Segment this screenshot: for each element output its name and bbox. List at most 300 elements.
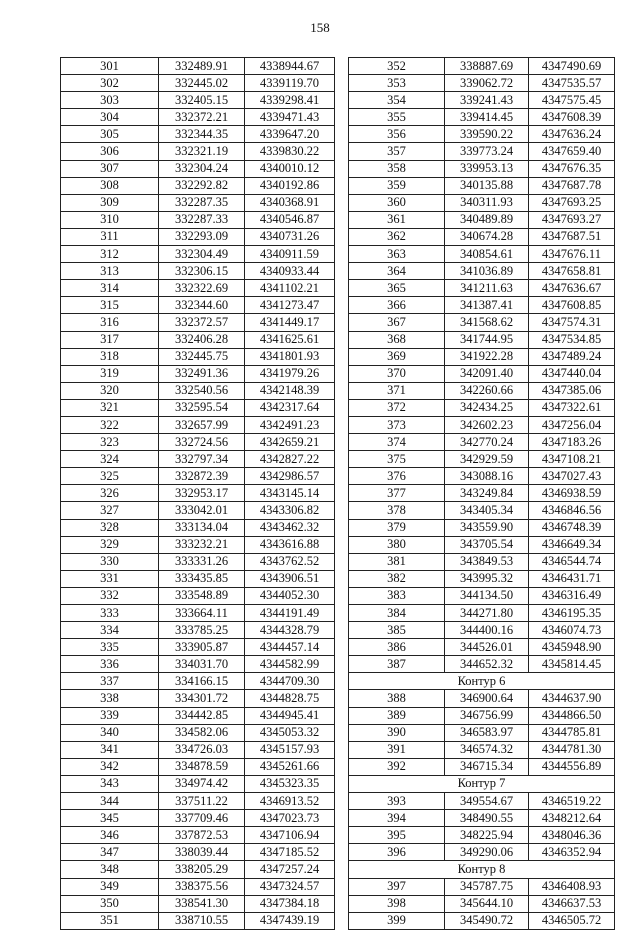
y-coordinate-cell: 4340911.59 (245, 246, 335, 263)
table-row (61, 228, 335, 245)
y-coordinate-cell: 4344328.79 (245, 622, 335, 639)
point-number-cell: 323 (61, 434, 159, 451)
table-row (61, 143, 335, 160)
y-coordinate-cell: 4341449.17 (245, 314, 335, 331)
y-coordinate-cell: 4345814.45 (529, 656, 615, 673)
point-number-cell: 327 (61, 502, 159, 519)
table-row (61, 895, 335, 912)
point-number-cell: 308 (61, 177, 159, 194)
x-coordinate-cell: 345787.75 (445, 878, 529, 895)
point-number-cell: 342 (61, 758, 159, 775)
point-number-cell: 397 (349, 878, 445, 895)
y-coordinate-cell: 4343762.52 (245, 553, 335, 570)
point-number-cell: 382 (349, 570, 445, 587)
point-number-cell: 303 (61, 92, 159, 109)
x-coordinate-cell: 332872.39 (159, 468, 245, 485)
x-coordinate-cell: 332287.35 (159, 194, 245, 211)
point-number-cell: 396 (349, 844, 445, 861)
y-coordinate-cell: 4342148.39 (245, 382, 335, 399)
table-row (61, 75, 335, 92)
x-coordinate-cell: 343559.90 (445, 519, 529, 536)
table-row (349, 211, 615, 228)
y-coordinate-cell: 4346748.39 (529, 519, 615, 536)
point-number-cell: 387 (349, 656, 445, 673)
table-row (349, 878, 615, 895)
x-coordinate-cell: 332292.82 (159, 177, 245, 194)
table-row (349, 827, 615, 844)
point-number-cell: 324 (61, 451, 159, 468)
contour-header-row (349, 775, 615, 792)
point-number-cell: 384 (349, 605, 445, 622)
table-row (349, 280, 615, 297)
point-number-cell: 377 (349, 485, 445, 502)
point-number-cell: 310 (61, 211, 159, 228)
y-coordinate-cell: 4347256.04 (529, 416, 615, 433)
table-row (349, 263, 615, 280)
y-coordinate-cell: 4341102.21 (245, 280, 335, 297)
x-coordinate-cell: 344652.32 (445, 656, 529, 673)
point-number-cell: 306 (61, 143, 159, 160)
y-coordinate-cell: 4347693.27 (529, 211, 615, 228)
point-number-cell: 376 (349, 468, 445, 485)
table-row (61, 605, 335, 622)
table-row (349, 160, 615, 177)
x-coordinate-cell: 332293.09 (159, 228, 245, 245)
x-coordinate-cell: 334974.42 (159, 775, 245, 792)
x-coordinate-cell: 332304.24 (159, 160, 245, 177)
x-coordinate-cell: 332724.56 (159, 434, 245, 451)
point-number-cell: 304 (61, 109, 159, 126)
table-row (61, 434, 335, 451)
table-row (349, 126, 615, 143)
x-coordinate-cell: 342602.23 (445, 416, 529, 433)
table-row (61, 861, 335, 878)
point-number-cell: 374 (349, 434, 445, 451)
y-coordinate-cell: 4347575.45 (529, 92, 615, 109)
x-coordinate-cell: 332344.35 (159, 126, 245, 143)
point-number-cell: 333 (61, 605, 159, 622)
contour-label: Контур 8 (349, 861, 615, 878)
point-number-cell: 344 (61, 793, 159, 810)
y-coordinate-cell: 4347439.19 (245, 912, 335, 929)
y-coordinate-cell: 4347322.61 (529, 399, 615, 416)
x-coordinate-cell: 332445.75 (159, 348, 245, 365)
x-coordinate-cell: 349554.67 (445, 793, 529, 810)
y-coordinate-cell: 4346352.94 (529, 844, 615, 861)
table-row (349, 895, 615, 912)
y-coordinate-cell: 4347687.51 (529, 228, 615, 245)
y-coordinate-cell: 4346846.56 (529, 502, 615, 519)
x-coordinate-cell: 332372.21 (159, 109, 245, 126)
y-coordinate-cell: 4347185.52 (245, 844, 335, 861)
point-number-cell: 340 (61, 724, 159, 741)
x-coordinate-cell: 332489.91 (159, 58, 245, 75)
table-row (61, 399, 335, 416)
y-coordinate-cell: 4344637.90 (529, 690, 615, 707)
y-coordinate-cell: 4344709.30 (245, 673, 335, 690)
y-coordinate-cell: 4346637.53 (529, 895, 615, 912)
point-number-cell: 325 (61, 468, 159, 485)
x-coordinate-cell: 346756.99 (445, 707, 529, 724)
x-coordinate-cell: 332372.57 (159, 314, 245, 331)
y-coordinate-cell: 4347385.06 (529, 382, 615, 399)
x-coordinate-cell: 332595.54 (159, 399, 245, 416)
x-coordinate-cell: 343405.34 (445, 502, 529, 519)
y-coordinate-cell: 4341273.47 (245, 297, 335, 314)
table-row (61, 92, 335, 109)
point-number-cell: 319 (61, 365, 159, 382)
table-row (61, 622, 335, 639)
table-row (61, 553, 335, 570)
x-coordinate-cell: 340135.88 (445, 177, 529, 194)
y-coordinate-cell: 4347257.24 (245, 861, 335, 878)
table-row (61, 109, 335, 126)
point-number-cell: 349 (61, 878, 159, 895)
y-coordinate-cell: 4347108.21 (529, 451, 615, 468)
contour-label: Контур 6 (349, 673, 615, 690)
point-number-cell: 355 (349, 109, 445, 126)
x-coordinate-cell: 344400.16 (445, 622, 529, 639)
point-number-cell: 361 (349, 211, 445, 228)
table-row (61, 263, 335, 280)
x-coordinate-cell: 343705.54 (445, 536, 529, 553)
point-number-cell: 314 (61, 280, 159, 297)
point-number-cell: 334 (61, 622, 159, 639)
y-coordinate-cell: 4345157.93 (245, 741, 335, 758)
x-coordinate-cell: 334301.72 (159, 690, 245, 707)
x-coordinate-cell: 346583.97 (445, 724, 529, 741)
x-coordinate-cell: 337511.22 (159, 793, 245, 810)
x-coordinate-cell: 345490.72 (445, 912, 529, 929)
table-row (61, 639, 335, 656)
x-coordinate-cell: 342260.66 (445, 382, 529, 399)
y-coordinate-cell: 4340010.12 (245, 160, 335, 177)
point-number-cell: 368 (349, 331, 445, 348)
x-coordinate-cell: 346900.64 (445, 690, 529, 707)
table-row (349, 570, 615, 587)
y-coordinate-cell: 4344582.99 (245, 656, 335, 673)
y-coordinate-cell: 4347440.04 (529, 365, 615, 382)
table-row (61, 468, 335, 485)
x-coordinate-cell: 339590.22 (445, 126, 529, 143)
table-row (61, 775, 335, 792)
point-number-cell: 381 (349, 553, 445, 570)
x-coordinate-cell: 334726.03 (159, 741, 245, 758)
table-row (349, 399, 615, 416)
y-coordinate-cell: 4347027.43 (529, 468, 615, 485)
table-row (349, 587, 615, 604)
table-row (61, 758, 335, 775)
table-row (61, 656, 335, 673)
y-coordinate-cell: 4347384.18 (245, 895, 335, 912)
table-row (349, 246, 615, 263)
y-coordinate-cell: 4344191.49 (245, 605, 335, 622)
point-number-cell: 326 (61, 485, 159, 502)
table-row (349, 228, 615, 245)
y-coordinate-cell: 4344945.41 (245, 707, 335, 724)
y-coordinate-cell: 4347574.31 (529, 314, 615, 331)
x-coordinate-cell: 341387.41 (445, 297, 529, 314)
point-number-cell: 301 (61, 58, 159, 75)
point-number-cell: 320 (61, 382, 159, 399)
point-number-cell: 386 (349, 639, 445, 656)
x-coordinate-cell: 334442.85 (159, 707, 245, 724)
y-coordinate-cell: 4341979.26 (245, 365, 335, 382)
table-row (61, 741, 335, 758)
x-coordinate-cell: 349290.06 (445, 844, 529, 861)
point-number-cell: 358 (349, 160, 445, 177)
point-number-cell: 390 (349, 724, 445, 741)
y-coordinate-cell: 4347636.67 (529, 280, 615, 297)
x-coordinate-cell: 339773.24 (445, 143, 529, 160)
point-number-cell: 372 (349, 399, 445, 416)
table-row (349, 844, 615, 861)
table-row (349, 75, 615, 92)
point-number-cell: 385 (349, 622, 445, 639)
y-coordinate-cell: 4347324.57 (245, 878, 335, 895)
y-coordinate-cell: 4339647.20 (245, 126, 335, 143)
table-row (61, 280, 335, 297)
table-row (349, 143, 615, 160)
y-coordinate-cell: 4344457.14 (245, 639, 335, 656)
y-coordinate-cell: 4343616.88 (245, 536, 335, 553)
x-coordinate-cell: 348225.94 (445, 827, 529, 844)
x-coordinate-cell: 332953.17 (159, 485, 245, 502)
point-number-cell: 315 (61, 297, 159, 314)
x-coordinate-cell: 333042.01 (159, 502, 245, 519)
point-number-cell: 318 (61, 348, 159, 365)
table-row (349, 365, 615, 382)
table-row (349, 416, 615, 433)
table-row (349, 502, 615, 519)
x-coordinate-cell: 344271.80 (445, 605, 529, 622)
y-coordinate-cell: 4345053.32 (245, 724, 335, 741)
x-coordinate-cell: 333905.87 (159, 639, 245, 656)
x-coordinate-cell: 346574.32 (445, 741, 529, 758)
point-number-cell: 339 (61, 707, 159, 724)
y-coordinate-cell: 4341801.93 (245, 348, 335, 365)
x-coordinate-cell: 339953.13 (445, 160, 529, 177)
table-row (349, 656, 615, 673)
table-row (349, 92, 615, 109)
table-row (61, 382, 335, 399)
point-number-cell: 360 (349, 194, 445, 211)
y-coordinate-cell: 4348046.36 (529, 827, 615, 844)
table-row (61, 707, 335, 724)
y-coordinate-cell: 4343145.14 (245, 485, 335, 502)
point-number-cell: 356 (349, 126, 445, 143)
x-coordinate-cell: 337709.46 (159, 810, 245, 827)
table-row (349, 348, 615, 365)
y-coordinate-cell: 4344556.89 (529, 758, 615, 775)
y-coordinate-cell: 4344052.30 (245, 587, 335, 604)
x-coordinate-cell: 346715.34 (445, 758, 529, 775)
x-coordinate-cell: 343249.84 (445, 485, 529, 502)
table-row (61, 827, 335, 844)
y-coordinate-cell: 4347636.24 (529, 126, 615, 143)
table-row (61, 297, 335, 314)
table-row (61, 502, 335, 519)
x-coordinate-cell: 342929.59 (445, 451, 529, 468)
point-number-cell: 395 (349, 827, 445, 844)
point-number-cell: 388 (349, 690, 445, 707)
y-coordinate-cell: 4346408.93 (529, 878, 615, 895)
x-coordinate-cell: 334582.06 (159, 724, 245, 741)
table-row (61, 673, 335, 690)
table-row (349, 58, 615, 75)
x-coordinate-cell: 340489.89 (445, 211, 529, 228)
x-coordinate-cell: 332445.02 (159, 75, 245, 92)
x-coordinate-cell: 333331.26 (159, 553, 245, 570)
x-coordinate-cell: 332321.19 (159, 143, 245, 160)
y-coordinate-cell: 4340731.26 (245, 228, 335, 245)
y-coordinate-cell: 4348212.64 (529, 810, 615, 827)
point-number-cell: 332 (61, 587, 159, 604)
point-number-cell: 336 (61, 656, 159, 673)
table-row (61, 211, 335, 228)
x-coordinate-cell: 334878.59 (159, 758, 245, 775)
y-coordinate-cell: 4342491.23 (245, 416, 335, 433)
x-coordinate-cell: 334166.15 (159, 673, 245, 690)
table-row (61, 348, 335, 365)
table-row (349, 724, 615, 741)
point-number-cell: 338 (61, 690, 159, 707)
coordinates-table-right (348, 57, 615, 930)
point-number-cell: 389 (349, 707, 445, 724)
y-coordinate-cell: 4344866.50 (529, 707, 615, 724)
y-coordinate-cell: 4347489.24 (529, 348, 615, 365)
point-number-cell: 309 (61, 194, 159, 211)
x-coordinate-cell: 332657.99 (159, 416, 245, 433)
y-coordinate-cell: 4340933.44 (245, 263, 335, 280)
x-coordinate-cell: 333664.11 (159, 605, 245, 622)
x-coordinate-cell: 341211.63 (445, 280, 529, 297)
y-coordinate-cell: 4347608.39 (529, 109, 615, 126)
y-coordinate-cell: 4344828.75 (245, 690, 335, 707)
x-coordinate-cell: 333785.25 (159, 622, 245, 639)
table-row (61, 878, 335, 895)
table-row (61, 246, 335, 263)
x-coordinate-cell: 338375.56 (159, 878, 245, 895)
point-number-cell: 329 (61, 536, 159, 553)
table-row (61, 194, 335, 211)
point-number-cell: 307 (61, 160, 159, 177)
table-row (349, 639, 615, 656)
x-coordinate-cell: 333435.85 (159, 570, 245, 587)
table-row (349, 468, 615, 485)
table-row (61, 160, 335, 177)
y-coordinate-cell: 4347659.40 (529, 143, 615, 160)
point-number-cell: 343 (61, 775, 159, 792)
table-row (349, 382, 615, 399)
point-number-cell: 366 (349, 297, 445, 314)
table-row (61, 331, 335, 348)
y-coordinate-cell: 4340546.87 (245, 211, 335, 228)
contour-label: Контур 7 (349, 775, 615, 792)
x-coordinate-cell: 337872.53 (159, 827, 245, 844)
table-row (61, 912, 335, 929)
x-coordinate-cell: 334031.70 (159, 656, 245, 673)
x-coordinate-cell: 332540.56 (159, 382, 245, 399)
x-coordinate-cell: 332491.36 (159, 365, 245, 382)
page-number: 158 (310, 20, 330, 35)
y-coordinate-cell: 4345323.35 (245, 775, 335, 792)
point-number-cell: 305 (61, 126, 159, 143)
x-coordinate-cell: 338039.44 (159, 844, 245, 861)
table-row (349, 451, 615, 468)
point-number-cell: 321 (61, 399, 159, 416)
point-number-cell: 311 (61, 228, 159, 245)
table-row (349, 485, 615, 502)
point-number-cell: 362 (349, 228, 445, 245)
y-coordinate-cell: 4346316.49 (529, 587, 615, 604)
x-coordinate-cell: 332304.49 (159, 246, 245, 263)
y-coordinate-cell: 4343306.82 (245, 502, 335, 519)
x-coordinate-cell: 344526.01 (445, 639, 529, 656)
x-coordinate-cell: 333232.21 (159, 536, 245, 553)
table-row (61, 844, 335, 861)
x-coordinate-cell: 333548.89 (159, 587, 245, 604)
y-coordinate-cell: 4340192.86 (245, 177, 335, 194)
point-number-cell: 317 (61, 331, 159, 348)
table-row (349, 519, 615, 536)
table-row (349, 690, 615, 707)
x-coordinate-cell: 348490.55 (445, 810, 529, 827)
point-number-cell: 316 (61, 314, 159, 331)
x-coordinate-cell: 338541.30 (159, 895, 245, 912)
x-coordinate-cell: 332322.69 (159, 280, 245, 297)
point-number-cell: 359 (349, 177, 445, 194)
x-coordinate-cell: 341568.62 (445, 314, 529, 331)
point-number-cell: 352 (349, 58, 445, 75)
table-row (349, 622, 615, 639)
y-coordinate-cell: 4342317.64 (245, 399, 335, 416)
point-number-cell: 364 (349, 263, 445, 280)
table-row (349, 297, 615, 314)
x-coordinate-cell: 343088.16 (445, 468, 529, 485)
y-coordinate-cell: 4345261.66 (245, 758, 335, 775)
point-number-cell: 346 (61, 827, 159, 844)
y-coordinate-cell: 4339830.22 (245, 143, 335, 160)
y-coordinate-cell: 4343906.51 (245, 570, 335, 587)
point-number-cell: 357 (349, 143, 445, 160)
table-row (349, 536, 615, 553)
table-row (61, 587, 335, 604)
table-row (349, 605, 615, 622)
point-number-cell: 399 (349, 912, 445, 929)
x-coordinate-cell: 340311.93 (445, 194, 529, 211)
point-number-cell: 353 (349, 75, 445, 92)
table-row (349, 810, 615, 827)
point-number-cell: 369 (349, 348, 445, 365)
point-number-cell: 322 (61, 416, 159, 433)
y-coordinate-cell: 4346195.35 (529, 605, 615, 622)
x-coordinate-cell: 332797.34 (159, 451, 245, 468)
table-row (349, 109, 615, 126)
point-number-cell: 375 (349, 451, 445, 468)
point-number-cell: 348 (61, 861, 159, 878)
point-number-cell: 331 (61, 570, 159, 587)
y-coordinate-cell: 4340368.91 (245, 194, 335, 211)
point-number-cell: 302 (61, 75, 159, 92)
table-row (61, 724, 335, 741)
table-row (61, 365, 335, 382)
point-number-cell: 394 (349, 810, 445, 827)
x-coordinate-cell: 342770.24 (445, 434, 529, 451)
y-coordinate-cell: 4343462.32 (245, 519, 335, 536)
x-coordinate-cell: 338710.55 (159, 912, 245, 929)
x-coordinate-cell: 344134.50 (445, 587, 529, 604)
